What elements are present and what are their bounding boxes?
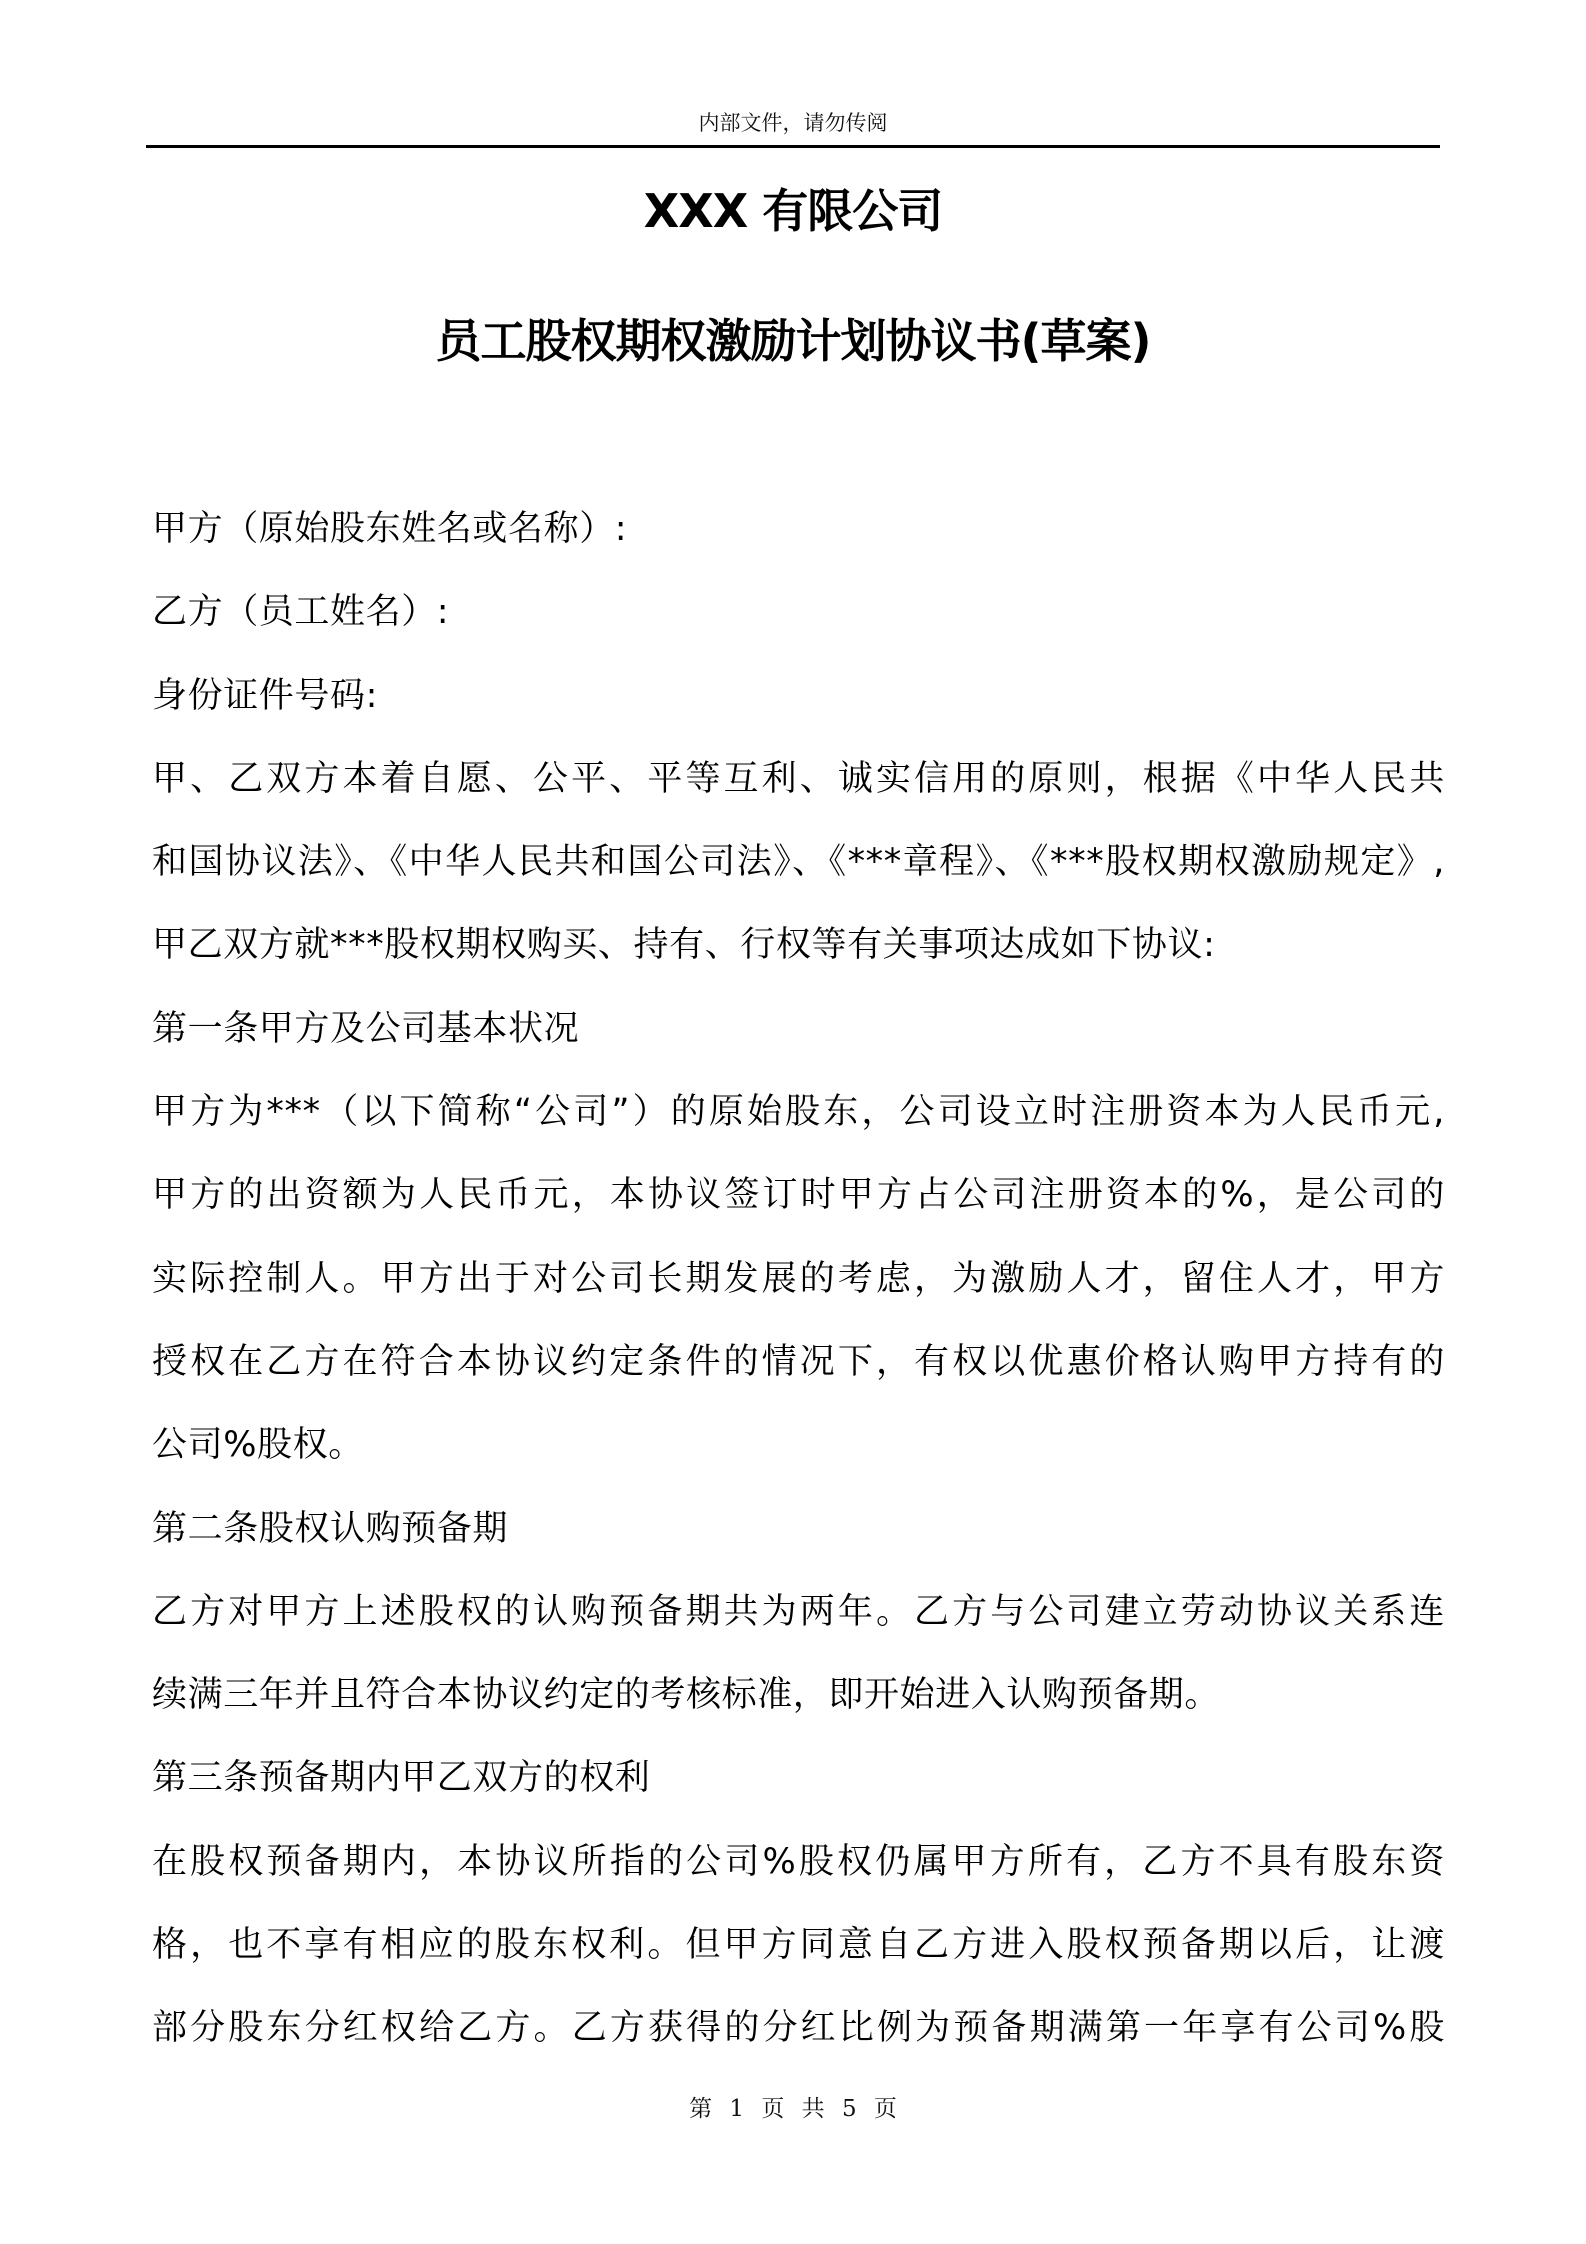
id-number-field: 身份证件号码:: [152, 675, 378, 716]
preamble-line: 和国协议法》、《中华人民共和国公司法》、《***章程》、《***股权期权激励规定》,: [152, 842, 1445, 883]
article-heading: 第一条甲方及公司基本状况: [152, 1008, 580, 1049]
article-line: 授权在乙方在符合本协议约定条件的情况下，有权以优惠价格认购甲方持有的: [152, 1341, 1445, 1382]
company-title: XXX 有限公司: [643, 184, 943, 238]
article-line: 格，也不享有相应的股东权利。但甲方同意自乙方进入股权预备期以后，让渡: [152, 1925, 1445, 1966]
party-a-field: 甲方（原始股东姓名或名称）:: [152, 509, 628, 549]
document-body: [152, 488, 1452, 2071]
article-heading: 第二条股权认购预备期: [152, 1508, 509, 1549]
page-number-footer: 第 1 页 共 5 页: [689, 2096, 897, 2122]
document-title: 员工股权期权激励计划协议书(草案): [435, 314, 1151, 368]
article-line: 部分股东分红权给乙方。乙方获得的分红比例为预备期满第一年享有公司%股: [152, 2008, 1445, 2049]
article-line: 甲方为***（以下简称“公司”）的原始股东，公司设立时注册资本为人民币元,: [152, 1092, 1445, 1133]
article-line: 实际控制人。甲方出于对公司长期发展的考虑，为激励人才，留住人才，甲方: [152, 1258, 1445, 1299]
article-line: 续满三年并且符合本协议约定的考核标准，即开始进入认购预备期。: [152, 1675, 1221, 1716]
header-divider: [146, 145, 1440, 148]
preamble-line: 甲、乙双方本着自愿、公平、平等互利、诚实信用的原则，根据《中华人民共: [152, 758, 1445, 799]
article-line: 甲方的出资额为人民币元，本协议签订时甲方占公司注册资本的%，是公司的: [152, 1175, 1445, 1216]
article-line: 公司%股权。: [152, 1425, 364, 1466]
article-heading: 第三条预备期内甲乙双方的权利: [152, 1758, 651, 1799]
preamble-line: 甲乙双方就***股权期权购买、持有、行权等有关事项达成如下协议:: [152, 925, 1216, 966]
party-b-field: 乙方（员工姓名）:: [152, 592, 450, 633]
article-line: 乙方对甲方上述股权的认购预备期共为两年。乙方与公司建立劳动协议关系连: [152, 1591, 1445, 1632]
page-header: 内部文件，请勿传阅: [698, 111, 888, 135]
article-line: 在股权预备期内，本协议所指的公司%股权仍属甲方所有，乙方不具有股东资: [152, 1841, 1445, 1882]
